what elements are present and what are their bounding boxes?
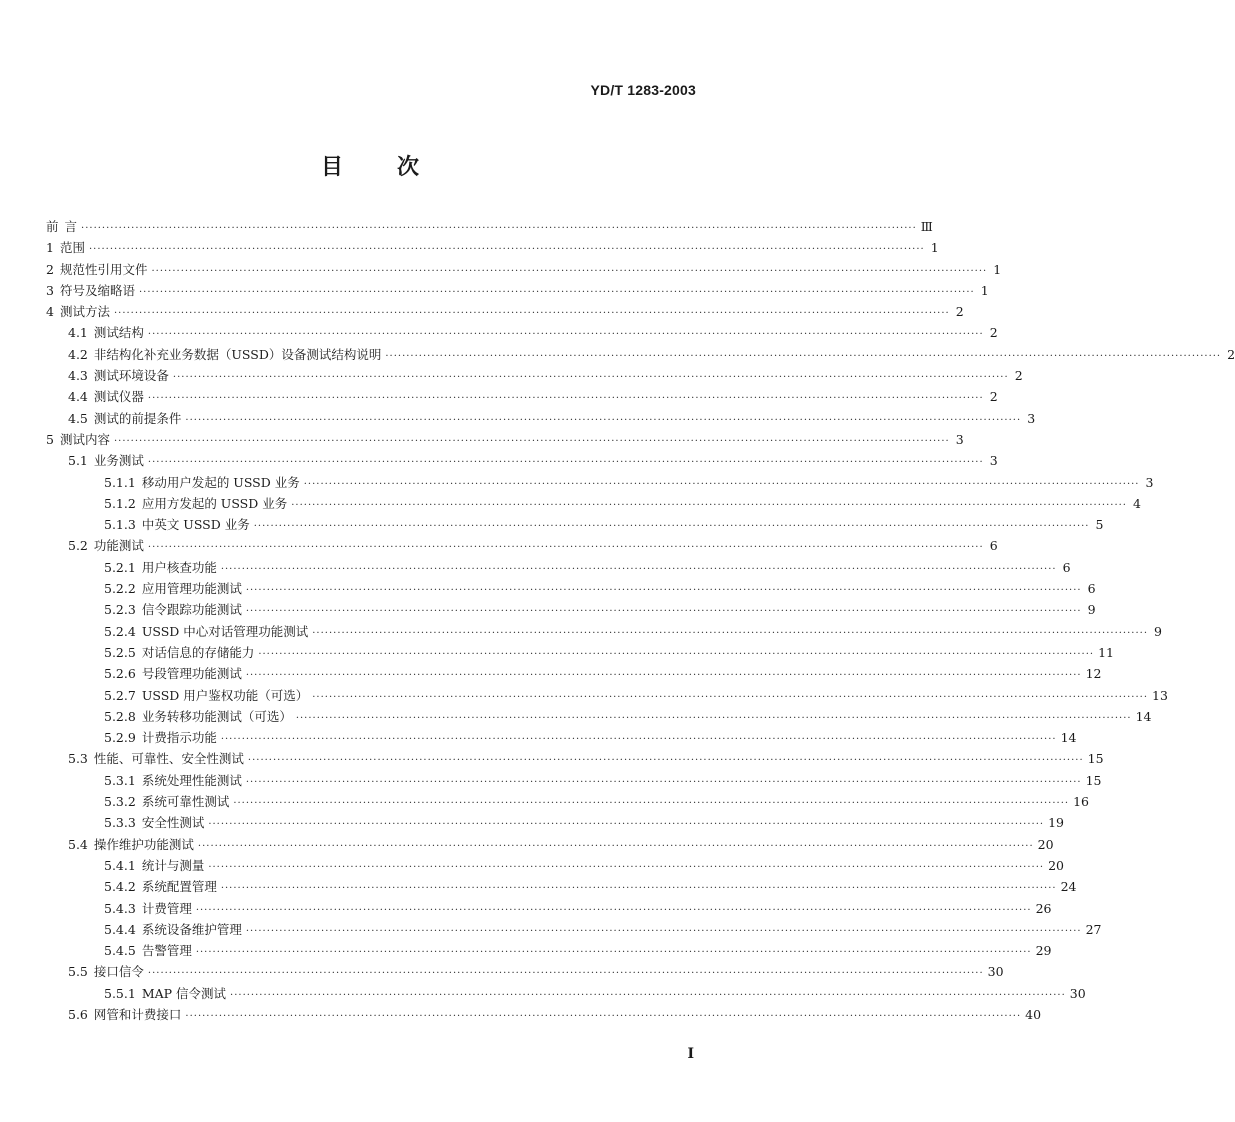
- toc-leader-dots: ········································································································································································································: [303, 478, 1140, 490]
- toc-entry-page: 4: [1133, 495, 1141, 511]
- toc-entry-page: 6: [989, 538, 998, 554]
- toc-entry-number: 5.2.3: [104, 602, 136, 618]
- toc-entry-number: 5.2.7: [104, 687, 136, 703]
- toc-entry-title: 中英文 USSD 业务: [141, 517, 250, 533]
- toc-entry-number: 5.2: [68, 538, 88, 554]
- toc-entry-title: 接口信令: [93, 964, 144, 980]
- toc-entry[interactable]: [46, 984, 1086, 1005]
- toc-entry[interactable]: [46, 323, 998, 344]
- toc-entry[interactable]: [46, 238, 939, 259]
- toc-leader-dots: ········································································································································································································: [208, 861, 1045, 873]
- toc-entry[interactable]: [46, 281, 989, 302]
- toc-entry-number: 5.1.3: [104, 517, 136, 533]
- toc-entry[interactable]: [46, 813, 1064, 834]
- toc-entry[interactable]: [46, 707, 1152, 728]
- toc-entry-page: 26: [1035, 900, 1052, 916]
- toc-entry-number: 5.2.9: [104, 730, 136, 746]
- toc-entry-number: 5.3.3: [104, 815, 136, 831]
- toc-entry[interactable]: [46, 643, 1114, 664]
- document-code: YD/T 1283-2003: [590, 82, 696, 98]
- toc-entry-page: 24: [1060, 879, 1077, 895]
- toc-entry-title: 测试内容: [59, 431, 110, 447]
- toc-entry-page: 14: [1060, 730, 1077, 746]
- toc-entry-number: 5.2.1: [104, 559, 136, 575]
- toc-entry-number: 1: [46, 240, 54, 256]
- toc-entry-page: Ⅲ: [920, 219, 933, 234]
- toc-entry-page: 16: [1073, 794, 1089, 810]
- toc-entry-page: 3: [1027, 410, 1036, 426]
- toc-entry-page: 2: [989, 325, 998, 341]
- toc-entry[interactable]: [46, 558, 1071, 579]
- toc-entry[interactable]: [46, 749, 1104, 770]
- toc-entry-number: 5.5.1: [104, 985, 136, 1001]
- toc-entry-title: 言: [64, 219, 78, 234]
- toc-entry-page: 1: [993, 261, 1002, 277]
- toc-entry-title: 测试方法: [59, 304, 110, 320]
- toc-entry-title: 非结构化补充业务数据（USSD）设备测试结构说明: [93, 346, 382, 362]
- toc-leader-dots: ········································································································································································································: [312, 691, 1148, 703]
- toc-leader-dots: ········································································································································································································: [245, 670, 1082, 682]
- toc-leader-dots: ········································································································································································································: [245, 925, 1082, 937]
- toc-entry-page: 30: [1069, 985, 1086, 1001]
- toc-entry-number: 5.2.6: [104, 666, 136, 682]
- toc-entry[interactable]: [46, 536, 998, 557]
- toc-entry-title: 测试仪器: [93, 389, 144, 405]
- toc-entry-page: 29: [1035, 943, 1052, 959]
- toc-entry-title: 对话信息的存储能力: [141, 644, 255, 660]
- toc-entry-page: 3: [989, 453, 998, 469]
- toc-entry[interactable]: [46, 686, 1168, 707]
- toc-entry-number: 5.4.4: [104, 921, 136, 937]
- toc-leader-dots: ········································································································································································································: [220, 563, 1057, 575]
- toc-entry-number: 4.5: [68, 410, 88, 426]
- toc-entry-title: 网管和计费接口: [93, 1006, 182, 1022]
- toc-leader-dots: ········································································································································································································: [258, 648, 1095, 660]
- toc-leader-dots: ········································································································································································································: [195, 947, 1032, 959]
- toc-entry[interactable]: [46, 728, 1077, 749]
- toc-entry-number: 5.1.2: [104, 495, 136, 511]
- toc-entry-page: 30: [987, 964, 1004, 980]
- toc-leader-dots: ········································································································································································································: [185, 1010, 1022, 1022]
- toc-entry[interactable]: [46, 771, 1102, 792]
- toc-entry-page: 27: [1085, 921, 1102, 937]
- toc-entry-number: 5.1.1: [104, 474, 136, 490]
- table-of-contents: [46, 217, 1235, 1026]
- toc-leader-dots: ········································································································································································································: [195, 904, 1032, 916]
- toc-entry-page: 13: [1152, 687, 1168, 703]
- toc-entry-number: 5.3.1: [104, 772, 136, 788]
- toc-entry-title: MAP 信令测试: [141, 985, 227, 1001]
- toc-entry-page: 20: [1037, 836, 1054, 852]
- toc-entry-title: 告警管理: [141, 943, 192, 959]
- toc-entry[interactable]: [46, 856, 1064, 877]
- toc-entry-page: 1: [930, 240, 939, 256]
- toc-entry-title: 信令跟踪功能测试: [141, 602, 242, 618]
- toc-entry[interactable]: [46, 622, 1162, 643]
- toc-entry[interactable]: [46, 345, 1235, 366]
- toc-leader-dots: ········································································································································································································: [147, 393, 984, 405]
- toc-entry[interactable]: [46, 387, 998, 408]
- toc-entry-title: 业务转移功能测试（可选）: [141, 708, 292, 724]
- toc-entry[interactable]: [46, 835, 1054, 856]
- toc-leader-dots: ········································································································································································································: [172, 372, 1009, 384]
- toc-entry-title: 范围: [59, 240, 85, 256]
- toc-entry-number: 5: [46, 431, 54, 447]
- toc-leader-dots: ········································································································································································································: [147, 542, 984, 554]
- toc-entry-number: 5.5: [68, 964, 88, 980]
- toc-leader-dots: ········································································································································································································: [312, 627, 1148, 639]
- toc-entry-page: 19: [1048, 815, 1064, 831]
- toc-entry-page: 12: [1085, 666, 1102, 682]
- toc-leader-dots: ········································································································································································································: [185, 414, 1022, 426]
- toc-entry-number: 5.3.2: [104, 794, 136, 810]
- toc-entry[interactable]: [46, 515, 1104, 536]
- toc-entry-title: USSD 中心对话管理功能测试: [141, 623, 309, 639]
- toc-entry-title: 测试结构: [93, 325, 144, 341]
- toc-entry[interactable]: [46, 792, 1089, 813]
- toc-leader-dots: ········································································································································································································: [113, 435, 950, 447]
- toc-entry-title: 系统配置管理: [141, 879, 217, 895]
- toc-entry-title: 测试的前提条件: [93, 410, 182, 426]
- toc-entry-number: 5.4.2: [104, 879, 136, 895]
- toc-leader-dots: ········································································································································································································: [291, 499, 1127, 511]
- toc-entry-page: 3: [1145, 474, 1154, 490]
- toc-leader-dots: ········································································································································································································: [253, 521, 1090, 533]
- toc-entry-number: 3: [46, 282, 54, 298]
- toc-entry-title: 应用方发起的 USSD 业务: [141, 495, 288, 511]
- toc-entry-number: 4.3: [68, 368, 88, 384]
- toc-entry-page: 2: [1227, 346, 1235, 362]
- toc-entry-number: 5.4: [68, 836, 88, 852]
- toc-leader-dots: ········································································································································································································: [147, 457, 984, 469]
- toc-leader-dots: ········································································································································································································: [197, 840, 1034, 852]
- toc-leader-dots: ········································································································································································································: [245, 776, 1082, 788]
- toc-entry-title: 用户核查功能: [141, 559, 217, 575]
- toc-leader-dots: ········································································································································································································: [147, 329, 984, 341]
- toc-entry-page: 14: [1135, 708, 1152, 724]
- toc-entry-number: 5.4.3: [104, 900, 136, 916]
- toc-entry[interactable]: [46, 366, 1023, 387]
- toc-entry[interactable]: [46, 941, 1052, 962]
- toc-entry-title: 性能、可靠性、安全性测试: [93, 751, 244, 767]
- toc-entry-number: 5.1: [68, 453, 88, 469]
- toc-leader-dots: ········································································································································································································: [81, 223, 917, 234]
- toc-entry[interactable]: [46, 430, 964, 451]
- toc-entry-page: 2: [989, 389, 998, 405]
- toc-leader-dots: ········································································································································································································: [220, 734, 1057, 746]
- toc-entry-page: 3: [955, 431, 964, 447]
- toc-leader-dots: ········································································································································································································: [295, 712, 1132, 724]
- toc-entry-title: 符号及缩略语: [59, 282, 135, 298]
- toc-leader-dots: ········································································································································································································: [245, 606, 1082, 618]
- toc-entry-title: 应用管理功能测试: [141, 581, 242, 597]
- toc-leader-dots: ········································································································································································································: [247, 755, 1084, 767]
- toc-entry-title: 号段管理功能测试: [141, 666, 242, 682]
- toc-entry-title: 统计与测量: [141, 857, 205, 873]
- toc-entry[interactable]: [46, 260, 1002, 281]
- toc-entry-page: 6: [1087, 581, 1096, 597]
- toc-entry-number: 5.6: [68, 1006, 88, 1022]
- toc-entry-number: 4.2: [68, 346, 88, 362]
- toc-entry-title: 系统可靠性测试: [141, 794, 230, 810]
- toc-leader-dots: ········································································································································································································: [233, 798, 1070, 810]
- toc-entry-page: 20: [1048, 857, 1064, 873]
- toc-entry-page: 40: [1025, 1006, 1042, 1022]
- toc-entry-title: 测试环境设备: [93, 368, 169, 384]
- toc-entry[interactable]: [46, 217, 933, 238]
- toc-entry-title: 规范性引用文件: [59, 261, 148, 277]
- toc-entry-page: 1: [980, 282, 989, 298]
- toc-leader-dots: ········································································································································································································: [138, 286, 975, 298]
- toc-entry-page: 2: [955, 304, 964, 320]
- toc-entry-title: 系统设备维护管理: [141, 921, 242, 937]
- toc-entry-page: 2: [1014, 368, 1023, 384]
- toc-entry-title: 操作维护功能测试: [93, 836, 194, 852]
- toc-leader-dots: ········································································································································································································: [220, 883, 1057, 895]
- toc-entry-number: 前: [46, 219, 59, 234]
- toc-entry-number: 5.3: [68, 751, 88, 767]
- toc-entry-number: 5.2.2: [104, 581, 136, 597]
- toc-entry-number: 4: [46, 304, 54, 320]
- toc-entry-number: 2: [46, 261, 54, 277]
- toc-entry-number: 5.2.5: [104, 644, 136, 660]
- toc-entry[interactable]: [46, 473, 1154, 494]
- toc-leader-dots: ········································································································································································································: [208, 819, 1045, 831]
- toc-entry-page: 11: [1098, 644, 1114, 660]
- toc-entry-number: 5.4.1: [104, 857, 136, 873]
- toc-entry[interactable]: [46, 302, 964, 323]
- toc-entry-page: 9: [1154, 623, 1162, 639]
- toc-entry[interactable]: [46, 664, 1102, 685]
- toc-entry[interactable]: [46, 600, 1096, 621]
- toc-entry-title: 系统处理性能测试: [141, 772, 242, 788]
- toc-entry-number: 4.4: [68, 389, 88, 405]
- toc-entry-title: 计费管理: [141, 900, 192, 916]
- toc-entry[interactable]: [46, 1005, 1042, 1026]
- toc-entry-title: USSD 用户鉴权功能（可选）: [141, 687, 309, 703]
- toc-entry-number: 4.1: [68, 325, 88, 341]
- title-char-1: 目: [320, 154, 343, 180]
- toc-entry[interactable]: [46, 877, 1077, 898]
- toc-entry-page: 5: [1095, 517, 1104, 533]
- toc-entry[interactable]: [46, 920, 1102, 941]
- toc-leader-dots: ········································································································································································································: [230, 989, 1066, 1001]
- toc-entry[interactable]: [46, 409, 1036, 430]
- toc-leader-dots: ········································································································································································································: [147, 968, 984, 980]
- toc-entry[interactable]: [46, 579, 1096, 600]
- toc-entry-number: 5.2.4: [104, 623, 136, 639]
- title-char-2: 次: [397, 154, 420, 180]
- toc-entry-page: 15: [1087, 751, 1104, 767]
- toc-entry-title: 业务测试: [93, 453, 144, 469]
- toc-entry-number: 5.4.5: [104, 943, 136, 959]
- toc-entry-page: 15: [1085, 772, 1102, 788]
- toc-entry-title: 计费指示功能: [141, 730, 217, 746]
- toc-entry[interactable]: [46, 899, 1052, 920]
- toc-leader-dots: ········································································································································································································: [245, 585, 1082, 597]
- toc-entry-number: 5.2.8: [104, 708, 136, 724]
- toc-leader-dots: ········································································································································································································: [151, 265, 988, 277]
- toc-entry[interactable]: [46, 494, 1141, 515]
- toc-entry-title: 安全性测试: [141, 815, 205, 831]
- page-number: I: [687, 1046, 694, 1062]
- toc-entry[interactable]: [46, 451, 998, 472]
- toc-entry-page: 6: [1062, 559, 1071, 575]
- page-title: [0, 150, 740, 181]
- toc-leader-dots: ········································································································································································································: [385, 350, 1222, 362]
- toc-leader-dots: ········································································································································································································: [113, 308, 950, 320]
- toc-entry[interactable]: [46, 962, 1004, 983]
- toc-entry-title: 移动用户发起的 USSD 业务: [141, 474, 300, 490]
- toc-entry-page: 9: [1087, 602, 1096, 618]
- toc-leader-dots: ········································································································································································································: [88, 244, 925, 256]
- toc-entry-title: 功能测试: [93, 538, 144, 554]
